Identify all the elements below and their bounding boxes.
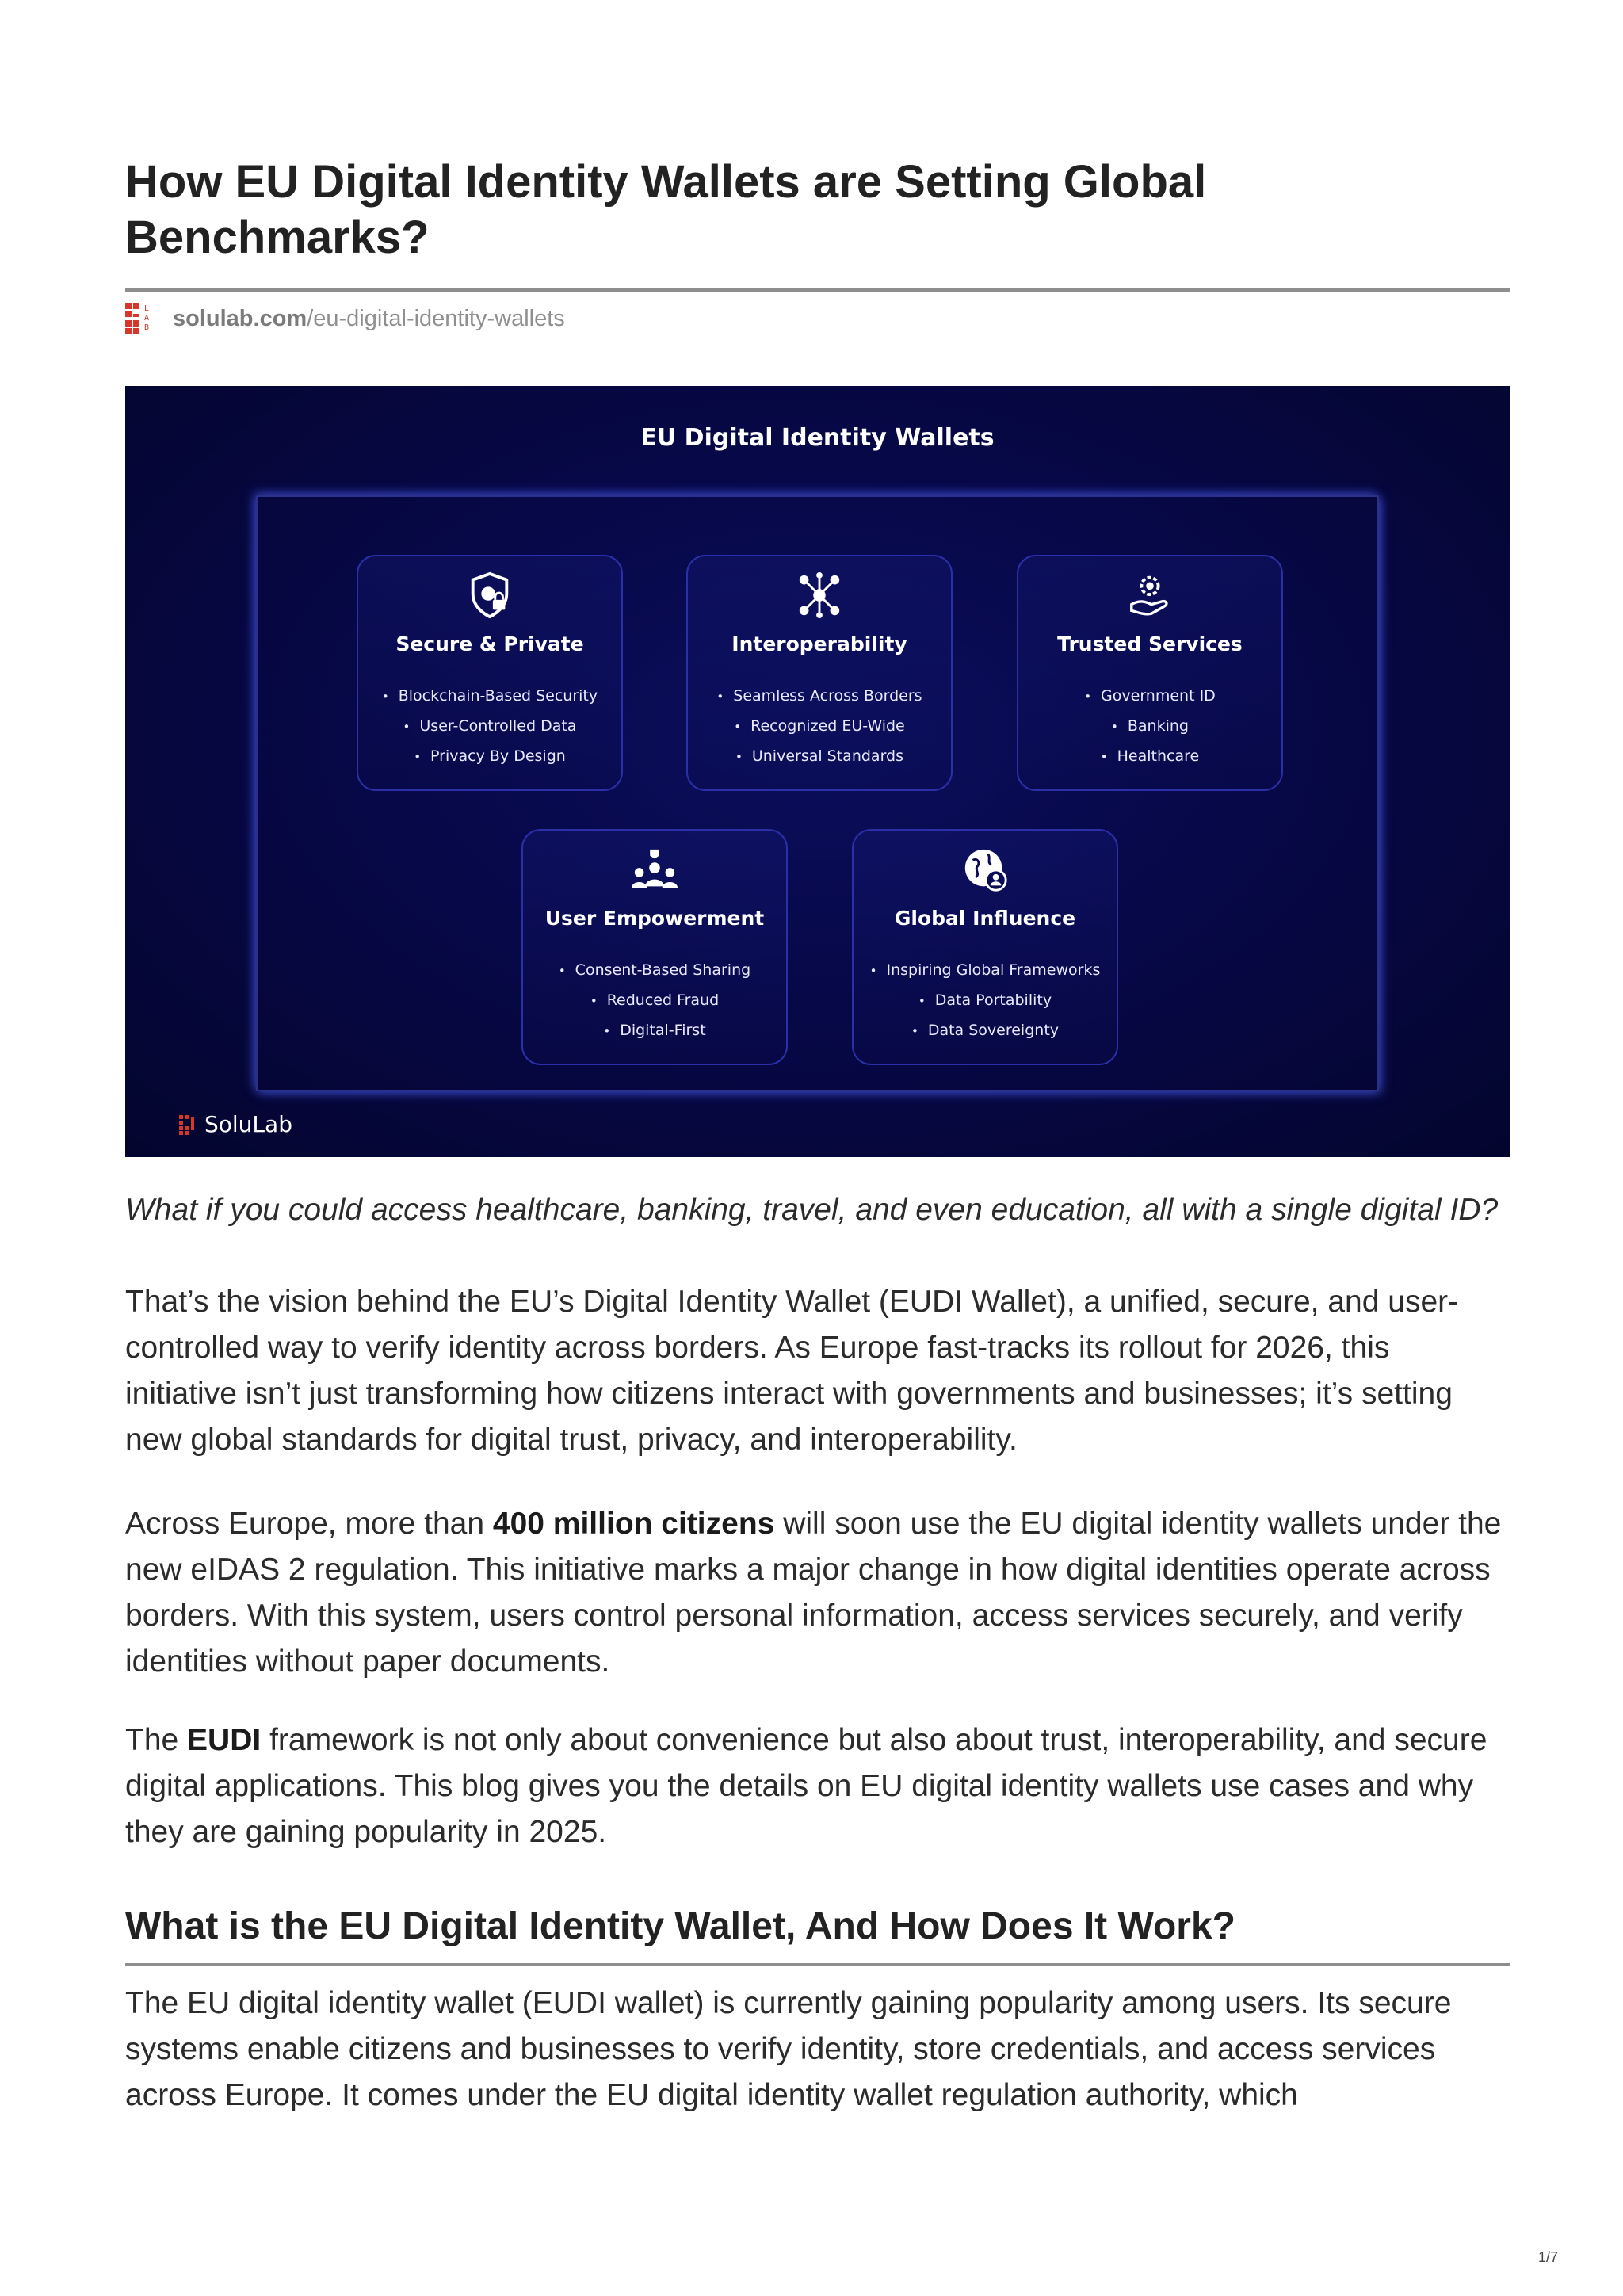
card-feature-list [358,682,621,772]
card-title: User Empowerment [544,907,765,930]
svg-text:L: L [144,304,150,313]
card-title: Trusted Services [1057,632,1243,655]
list-item: • Seamless Across Borders [688,682,951,712]
list-item: • Blockchain-Based Security [358,682,621,712]
paragraph-3: The EUDI framework is not only about convenience but also about trust, interoperability, and secure digital applications. This blog gives you the details on EU digital identity wallets use cases and why they are gaining popularity in 2025. [125,1723,1487,1849]
paragraph-4: The EU digital identity wallet (EUDI wallet) is currently gaining popularity among users. Its secure systems enable citizens and businesses to verify identity, store credentials, and access services across Europe. It comes under the EU digital identity wallet regulation authority, which [125,1986,1452,2112]
card-feature-list [688,682,951,772]
list-item: • Privacy By Design [358,742,621,772]
hero-brand-name: SoluLab [204,1111,292,1137]
paragraph-1: That’s the vision behind the EU’s Digital Identity Wallet (EUDI Wallet), a unified, secure, and user-controlled way to verify identity across borders. As Europe fast-tracks its rollout for 2026, this initiative isn’t just transforming how citizens interact with governments and businesses; it’s setting new global standards for digital trust, privacy, and interoperability. [125,1285,1459,1457]
shield-lock-icon [465,571,514,620]
hero-title: EU Digital Identity Wallets [640,424,995,452]
section-divider [125,1963,1510,1966]
list-item: • Reduced Fraud [523,986,786,1016]
solulab-logo-icon [179,1114,198,1135]
list-item: • Banking [1018,712,1281,742]
list-item: • Healthcare [1018,742,1281,772]
card-feature-list [854,956,1117,1046]
card-feature-list [523,956,786,1046]
globe-user-icon [960,845,1010,894]
title-divider [125,288,1510,292]
card-secure-private [357,555,623,791]
hand-gear-icon [1125,571,1174,620]
svg-text:B: B [144,323,150,332]
intro-question: What if you could access healthcare, banking, travel, and even education, all with a single digital ID? [125,1193,1499,1227]
list-item: • Digital-First [523,1016,786,1046]
source-link[interactable] [125,301,565,336]
list-item: • Inspiring Global Frameworks [854,956,1117,986]
card-interoperability [686,555,953,791]
list-item: • Universal Standards [688,742,951,772]
list-item: • User-Controlled Data [358,712,621,742]
card-feature-list [1018,682,1281,772]
list-item: • Government ID [1018,682,1281,712]
paragraph-2: Across Europe, more than 400 million citizens will soon use the EU digital identity wallets under the new eIDAS 2 regulation. This initiative marks a major change in how digital identities operate across borders. With this system, users control personal information, access services securely, and verify identities without paper documents. [125,1507,1502,1679]
list-item: • Recognized EU-Wide [688,712,951,742]
card-title: Global Influence [894,907,1076,930]
solulab-logo-icon [125,301,157,336]
section-heading: What is the EU Digital Identity Wallet, And How Does It Work? [125,1905,1235,1947]
list-item: • Consent-Based Sharing [523,956,786,986]
hero-brand-logo [179,1111,292,1137]
source-url[interactable]: solulab.com/eu-digital-identity-wallets [173,305,565,331]
highlight-eudi: EUDI [187,1723,262,1757]
card-title: Secure & Private [395,632,584,655]
article-title: How EU Digital Identity Wallets are Setting Global Benchmarks? [125,156,1207,263]
page-number: 1/7 [1537,2249,1558,2265]
users-icon [630,845,679,894]
network-icon [795,571,844,620]
svg-text:A: A [144,314,150,323]
highlight-citizens: 400 million citizens [492,1507,775,1541]
card-title: Interoperability [731,632,907,655]
list-item: • Data Sovereignty [854,1016,1117,1046]
card-global-influence [852,829,1118,1065]
hero-infographic [125,386,1510,1157]
card-trusted-services [1017,555,1283,791]
card-user-empowerment [521,829,788,1065]
list-item: • Data Portability [854,986,1117,1016]
